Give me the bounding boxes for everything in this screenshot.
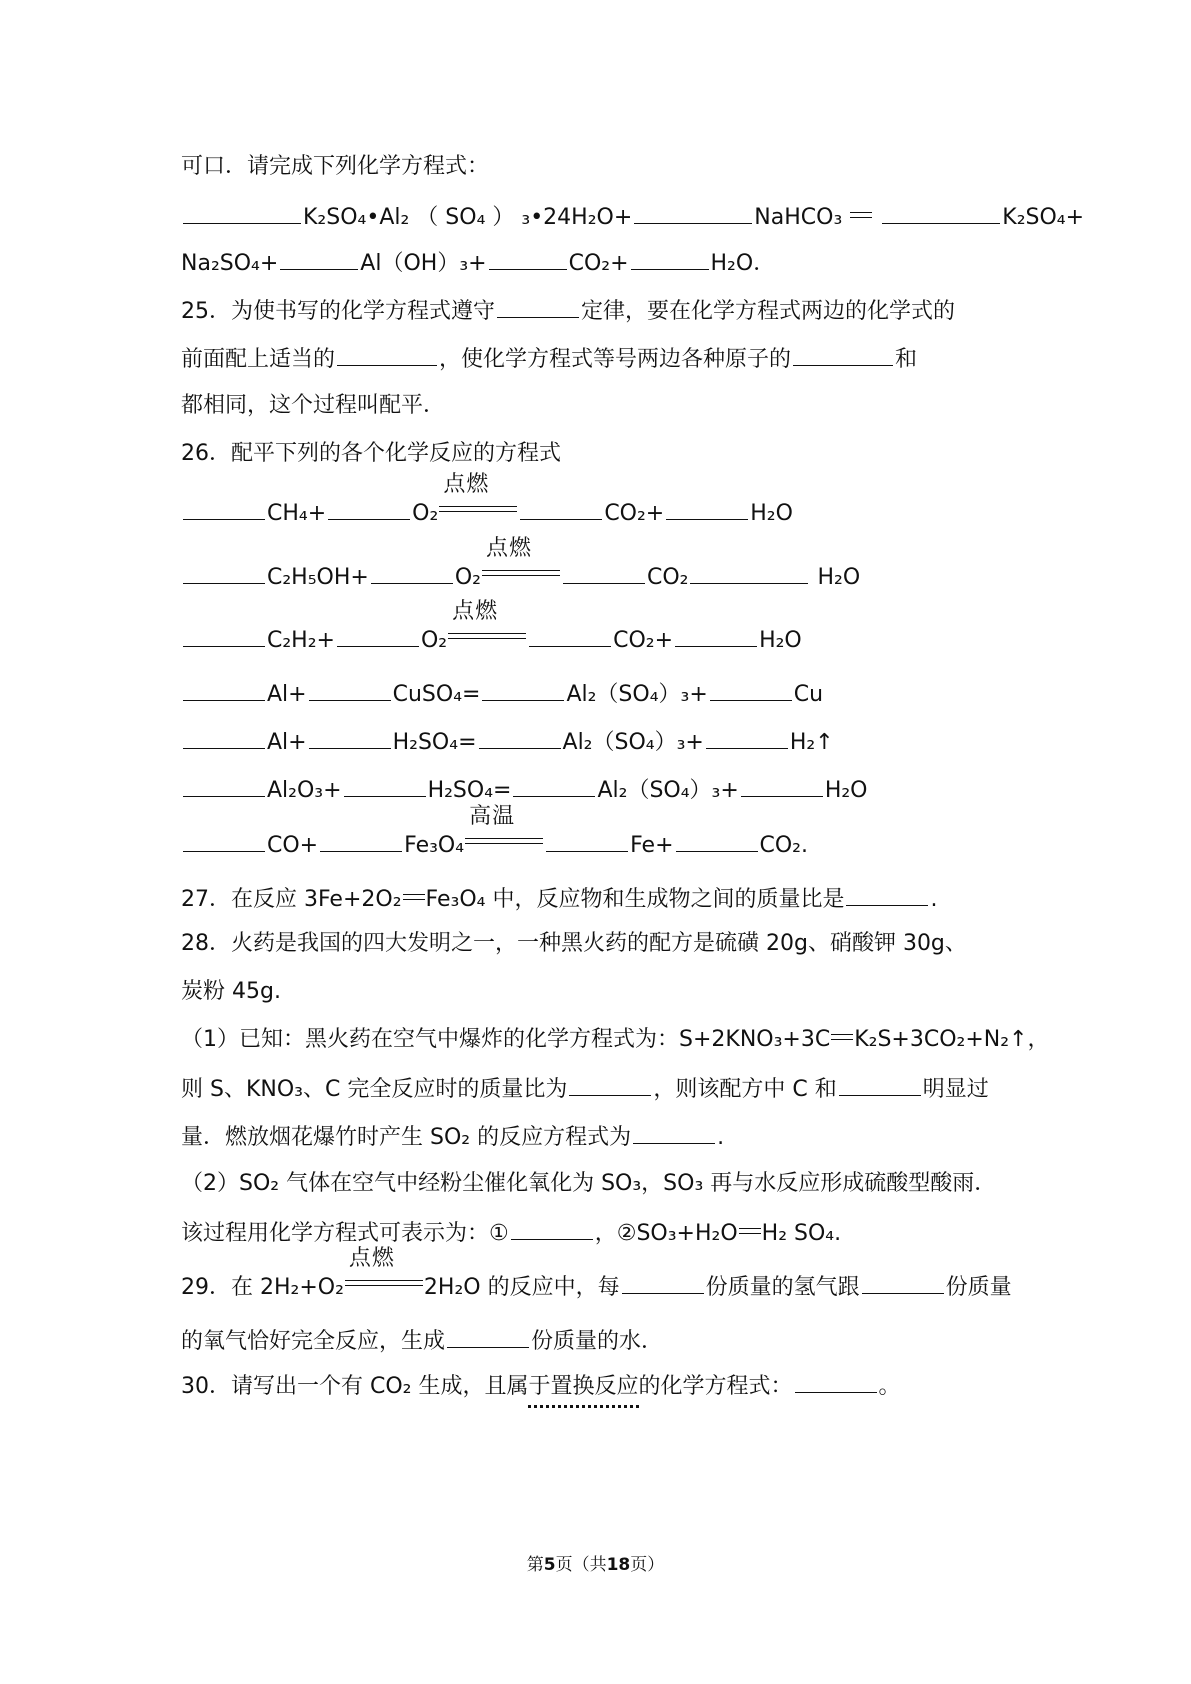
q26-reaction-3: C₂H₂+ O₂ 点燃 CO₂+ H₂O	[181, 623, 802, 656]
answer-blank[interactable]	[633, 1121, 715, 1144]
q28-part1-line2: 则 S、KNO₃、C 完全反应时的质量比为 ，则该配方中 C 和 明显过	[181, 1073, 989, 1105]
answer-blank[interactable]	[344, 774, 426, 797]
q28-line1: 28．火药是我国的四大发明之一，一种黑火药的配方是硫磺 20g、硝酸钾 30g、	[181, 931, 967, 956]
q25-line1: 25．为使书写的化学方程式遵守 定律，要在化学方程式两边的化学式的	[181, 295, 955, 327]
answer-blank[interactable]	[482, 678, 564, 701]
answer-blank[interactable]	[706, 726, 788, 749]
q24-equation-line1: K₂SO₄•Al₂ （ SO₄ ） ₃•24H₂O+ NaHCO₃ K₂SO₄+	[181, 201, 1084, 233]
reaction-condition: 高温	[465, 828, 543, 852]
answer-blank[interactable]	[320, 829, 402, 852]
answer-blank[interactable]	[371, 561, 453, 584]
q28-part2-line1: （2）SO₂ 气体在空气中经粉尘催化氧化为 SO₃，SO₃ 再与水反应形成硫酸型酸雨．	[181, 1171, 997, 1196]
q24-equation-line2: Na₂SO₄+ Al（OH）₃+ CO₂+ H₂O．	[181, 247, 775, 279]
answer-blank[interactable]	[447, 1325, 529, 1348]
q30: 30．请写出一个有 CO₂ 生成，且属于置换反应的化学方程式： 。	[181, 1370, 901, 1402]
answer-blank[interactable]	[183, 624, 265, 647]
answer-blank[interactable]	[666, 497, 748, 520]
answer-blank[interactable]	[622, 1271, 704, 1294]
answer-blank[interactable]	[328, 497, 410, 520]
page-footer: 第5页（共18页）	[526, 1555, 665, 1575]
q26-reaction-5: Al+ H₂SO₄= Al₂（SO₄）₃+ H₂↑	[181, 726, 834, 758]
answer-blank[interactable]	[337, 343, 437, 366]
answer-blank[interactable]	[520, 497, 602, 520]
answer-blank[interactable]	[634, 201, 752, 224]
answer-blank[interactable]	[489, 247, 567, 270]
answer-blank[interactable]	[631, 247, 709, 270]
q28-line2: 炭粉 45g.	[181, 979, 281, 1004]
q25-line2: 前面配上适当的 ，使化学方程式等号两边各种原子的 和	[181, 343, 917, 375]
answer-blank[interactable]	[529, 624, 611, 647]
equals-sign	[402, 886, 426, 906]
answer-blank[interactable]	[546, 829, 628, 852]
reaction-condition: 点燃	[345, 1270, 423, 1294]
answer-blank[interactable]	[839, 1073, 921, 1096]
q26-reaction-7: CO+ Fe₃O₄ 高温 Fe+ CO₂.	[181, 828, 808, 861]
answer-blank[interactable]	[676, 829, 758, 852]
answer-blank[interactable]	[846, 883, 928, 906]
answer-blank[interactable]	[183, 497, 265, 520]
answer-blank[interactable]	[795, 1370, 877, 1393]
q27: 27．在反应 3Fe+2O₂ Fe₃O₄ 中，反应物和生成物之间的质量比是 .	[181, 883, 937, 915]
page-number: 5	[543, 1555, 556, 1575]
answer-blank[interactable]	[183, 774, 265, 797]
answer-blank[interactable]	[309, 726, 391, 749]
answer-blank[interactable]	[513, 774, 595, 797]
answer-blank[interactable]	[882, 201, 1000, 224]
q28-part1-line1: （1）已知：黑火药在空气中爆炸的化学方程式为：S+2KNO₃+3C K₂S+3CO₂+N₂↑，	[181, 1027, 1050, 1052]
answer-blank[interactable]	[690, 561, 808, 584]
total-pages: 18	[606, 1555, 631, 1575]
answer-blank[interactable]	[479, 726, 561, 749]
q26-reaction-4: Al+ CuSO₄= Al₂（SO₄）₃+ Cu	[181, 678, 823, 710]
answer-blank[interactable]	[675, 624, 757, 647]
q26-reaction-2: C₂H₅OH+ O₂ 点燃 CO₂ H₂O	[181, 560, 860, 593]
q24-intro: 可口．请完成下列化学方程式：	[181, 154, 490, 179]
answer-blank[interactable]	[741, 774, 823, 797]
reaction-condition: 点燃	[482, 560, 560, 584]
q28-part2-line2: 该过程用化学方程式可表示为：① ，②SO₃+H₂O H₂ SO₄.	[181, 1217, 841, 1249]
answer-blank[interactable]	[183, 201, 301, 224]
emphasis-dots: 于置换反应	[528, 1374, 638, 1408]
answer-blank[interactable]	[862, 1271, 944, 1294]
answer-blank[interactable]	[569, 1073, 651, 1096]
answer-blank[interactable]	[511, 1217, 593, 1240]
q28-part1-line3: 量．燃放烟花爆竹时产生 SO₂ 的反应方程式为 .	[181, 1121, 724, 1153]
reaction-condition: 点燃	[439, 496, 517, 520]
answer-blank[interactable]	[309, 678, 391, 701]
answer-blank[interactable]	[710, 678, 792, 701]
q26-title: 26．配平下列的各个化学反应的方程式	[181, 441, 561, 466]
answer-blank[interactable]	[183, 726, 265, 749]
answer-blank[interactable]	[183, 678, 265, 701]
answer-blank[interactable]	[183, 561, 265, 584]
equals-sign	[738, 1220, 762, 1240]
q29-line1: 29．在 2H₂+O₂ 点燃 2H₂O 的反应中，每 份质量的氢气跟 份质量	[181, 1246, 1012, 1300]
equals-sign	[830, 1026, 854, 1046]
answer-blank[interactable]	[183, 829, 265, 852]
q25-line3: 都相同，这个过程叫配平．	[181, 393, 446, 418]
reaction-condition: 点燃	[448, 623, 526, 647]
q26-reaction-1: CH₄+ O₂ 点燃 CO₂+ H₂O	[181, 496, 793, 529]
answer-blank[interactable]	[563, 561, 645, 584]
answer-blank[interactable]	[337, 624, 419, 647]
answer-blank[interactable]	[793, 343, 893, 366]
q26-reaction-6: Al₂O₃+ H₂SO₄= Al₂（SO₄）₃+ H₂O	[181, 774, 868, 806]
equals-sign	[849, 204, 873, 224]
answer-blank[interactable]	[280, 247, 358, 270]
q29-line2: 的氧气恰好完全反应，生成 份质量的水．	[181, 1325, 663, 1357]
answer-blank[interactable]	[497, 295, 579, 318]
